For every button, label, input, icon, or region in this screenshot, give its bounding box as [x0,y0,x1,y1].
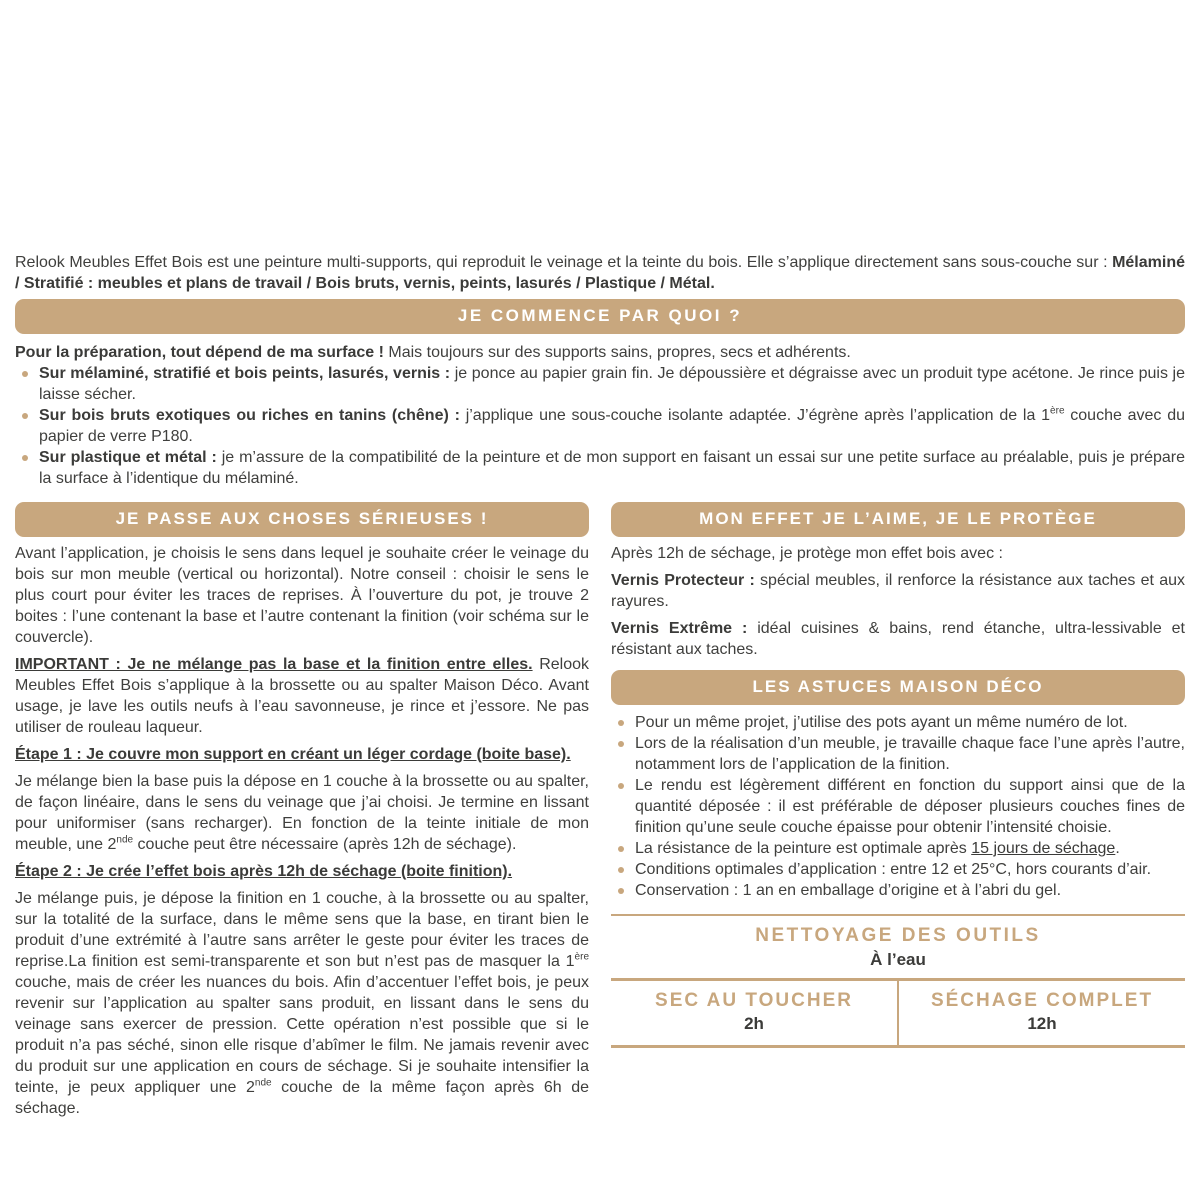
drying-cell-full-dry [897,981,1185,1045]
vernis-extreme-bold: Vernis Extrême : [611,620,748,637]
full-dry-label: SÉCHAGE COMPLET [930,990,1154,1011]
astuce4-post: . [1115,840,1120,857]
vernis-protecteur-item [611,570,1185,612]
cleaning-title: NETTOYAGE DES OUTILS [755,925,1041,946]
left-column [15,502,589,1119]
bullet3-rest: je m’assure de la compatibilité de la peinture et de mon support en faisant un essai sur une petite surface au préalable, puis je prépare la surface à l’identique du mélaminé. [39,449,1185,487]
etape2-text-b: couche, mais de créer les nuances du bois. Afin d’accentuer l’effet bois, je peux revenir sur l’application au spalter sans produit, en lissant dans le sens du veinage sans exercer de pression. Cette opération n’est possible que si le produit n’a pas séché, sinon elle risque d’abîmer le film. Ne jamais revenir avec du produit sur une application en cours de séchage. Si je souhaite intensifier la teinte, je peux appliquer une 2 [15,974,589,1096]
preparation-lead [15,342,1185,363]
section-title-protege: MON EFFET JE L’AIME, JE LE PROTÈGE [699,509,1097,528]
section-title-serieuses: JE PASSE AUX CHOSES SÉRIEUSES ! [115,509,489,528]
preparation-bullets [15,363,1185,489]
vernis-extreme-rest: idéal cuisines & bains, rend étanche, ultra-lessivable et résistant aux taches. [611,620,1186,658]
etape1-heading [15,744,589,765]
section-banner-astuces [611,670,1185,705]
full-dry-value: 12h [1027,1014,1057,1033]
list-item [15,405,1185,447]
list-item [611,838,1185,859]
section-title-commence: JE COMMENCE PAR QUOI ? [457,306,743,325]
divider-rule [611,914,1185,916]
important-rest: Relook Meubles Effet Bois s’applique à la brossette ou au spalter Maison Déco. Avant usage, je lave les outils neufs à l’eau savonneuse, je rince et j’essore. Ne pas utiliser de rouleau laqueur. [15,656,590,736]
section-banner-protege [611,502,1185,537]
section-banner-commence [15,299,1185,334]
label-content [15,252,1185,1119]
right-column [611,502,1185,1048]
etape2-body [15,888,589,1119]
list-item: Pour un même projet, j’utilise des pots ayant un même numéro de lot. [611,712,1185,733]
serieuses-important-paragraph [15,654,589,738]
touch-dry-value: 2h [744,1014,764,1033]
etape1-text-a: Je mélange bien la base puis la dépose en 1 couche à la brossette ou au spalter, de façon linéaire, dans le sens du veinage que j’ai choisi. Je termine en lissant pour uniformiser (sans recharger). En fonction de la teinte initiale de mon meuble, une 2 [15,773,589,853]
etape2-text-c: couche de la même façon après 6h de séchage. [15,1079,589,1117]
astuce4-underlined: 15 jours de séchage [971,840,1116,857]
etape2-heading [15,861,589,882]
intro-text: Relook Meubles Effet Bois est une peinture multi-supports, qui reproduit le veinage et la teinte du bois. Elle s’applique directement sans sous-couche sur : [15,254,1113,271]
list-item: Conservation : 1 an en emballage d’origine et à l’abri du gel. [611,880,1185,901]
preparation-section [15,342,1185,489]
etape1-body [15,771,589,855]
protege-intro: Après 12h de séchage, je protège mon effet bois avec : [611,545,1003,562]
serieuses-paragraph-1: Avant l’application, je choisis le sens dans lequel je souhaite créer le veinage du bois sur mon meuble (vertical ou horizontal). Notre conseil : choisir le sens le plus court pour éviter les traces de reprises. À l’ouverture du pot, je trouve 2 boites : l’une contenant la base et l’autre contenant la finition (voir schéma sur le couvercle). [15,545,589,646]
bullet2-bold: Sur bois bruts exotiques ou riches en tanins (chêne) : [39,407,460,424]
bullet1-bold: Sur mélaminé, stratifié et bois peints, lasurés, vernis : [39,365,451,382]
etape2-superscript-2: nde [254,1077,272,1089]
list-item [15,363,1185,405]
important-heading: IMPORTANT : Je ne mélange pas la base et la finition entre elles. [15,656,533,673]
etape1-title: Étape 1 : Je couvre mon support en créant un léger cordage (boite base). [15,746,571,763]
section-banner-serieuses [15,502,589,537]
section-title-astuces: LES ASTUCES MAISON DÉCO [752,677,1044,696]
etape2-superscript-1: ère [574,951,589,963]
drying-cell-touch-dry [611,981,897,1045]
etape2-text-a: Je mélange puis, je dépose la finition en 1 couche, à la brossette ou au spalter, sur la totalité de la surface, dans le même sens que la base, en tirant bien le produit d’une extrémité à l’autre sans arrêter le geste pour éviter les traces de reprise.La finition est semi-transparente et son but n’est pas de masquer la 1 [15,890,589,970]
vernis-protecteur-bold: Vernis Protecteur : [611,572,755,589]
astuce4-pre: La résistance de la peinture est optimale après [635,840,972,857]
etape1-text-b: couche peut être nécessaire (après 12h de séchage). [133,836,517,853]
intro-supports-bold: Mélaminé / Stratifié : meubles et plans de travail / Bois bruts, vernis, peints, lasurés / Plastique / Métal. [15,254,1185,292]
etape1-superscript: nde [116,834,134,846]
drying-table [611,978,1185,1048]
bullet2-text-b: couche avec du papier de verre P180. [39,407,1186,445]
bullet3-bold: Sur plastique et métal : [39,449,217,466]
bullet2-text-a: j’applique une sous-couche isolante adaptée. J’égrène après l’application de la 1 [459,407,1051,424]
preparation-lead-rest: Mais toujours sur des supports sains, propres, secs et adhérents. [383,344,851,361]
list-item: Le rendu est légèrement différent en fonction du support ainsi que de la quantité déposée : il est préférable de déposer plusieurs couches fines de finition qu’une seule couche épaisse pour obtenir l’intensité choisie. [611,775,1185,838]
preparation-lead-bold: Pour la préparation, tout dépend de ma surface ! [15,344,384,361]
vernis-extreme-item [611,618,1185,660]
list-item: Lors de la réalisation d’un meuble, je travaille chaque face l’une après l’autre, notamment lors de l’application de la finition. [611,733,1185,775]
bullet1-rest: je ponce au papier grain fin. Je dépoussière et dégraisse avec un produit type acétone. Je rince puis je laisse sécher. [39,365,1186,403]
astuces-bullets [611,712,1185,901]
etape2-title: Étape 2 : Je crée l’effet bois après 12h de séchage (boite finition). [15,863,513,880]
bullet2-superscript: ère [1050,405,1065,417]
list-item [15,447,1185,489]
two-column-area [15,502,1185,1119]
list-item: Conditions optimales d’application : entre 12 et 25°C, hors courants d’air. [611,859,1185,880]
intro-paragraph [15,252,1185,294]
vernis-protecteur-rest: spécial meubles, il renforce la résistance aux taches et aux rayures. [611,572,1185,610]
cleaning-value: À l’eau [870,950,926,969]
touch-dry-label: SEC AU TOUCHER [655,990,853,1011]
